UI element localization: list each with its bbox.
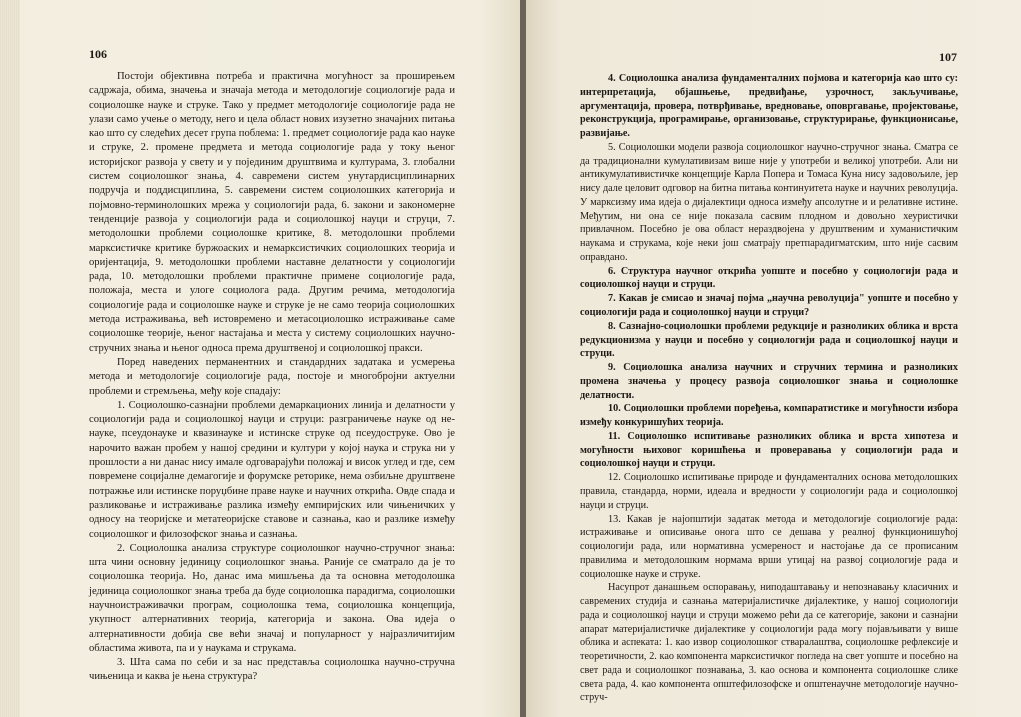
paragraph: 1. Социолошко-сазнајни проблеми демаркационих линија и делатности у социологији рада и социолошкој науци и струци: разграничење науке од не-науке, псеудонауке и квазинауке и истинске струке од псеудоструке. Ово је нарочито важан пробем у нашој средини и култури у којој наука и струка ни у прошлости а ни данас нису имале одговарајући положај и висок углед и где, сем повремене социјалне демагогије и форумске реторике, нема озбиљне друштвене потражње или истинске поруџбине праве науке и научних открића. Овде спада и разликовање и истраживање разлика између емпиријских или чињеничких у односу на теоријске и метатеоријске ставове и сазнања, као и разлике између социолошког и филозофског знања и сазнања. [89, 399, 455, 540]
paragraph: Насупрот данашњем оспоравању, ниподаштавању и непознавању класичних и савремених студија и сазнања материјалистичке дијалектике, у нашој социологији рада и социолошкој науци и струци можемо рећи да се категорије, закони и сазнајни апарат материјалистичке дијалектике у социологији рада могу појављивати у више облика и аспеката: 1. као извор социолошког стваралаштва, социолошке рефлексије и теоретичности, 2. као компонента марксистичког погледа на свет уопште и посебно на свет рада и социолошког познавања, 3. као основа и компонента социолошке слике света рада, 4. као компонента општефилозофске и општенаучне методологије научно-струч- [580, 582, 958, 704]
paragraph: 11. Социолошко испитивање разноликих облика и врста хипотеза и могућности њиховог коришћења и проверавања у социологији рада и социолошкој науци и струци. [580, 430, 958, 470]
left-page-text [89, 70, 455, 685]
paragraph: 13. Какав је најопштији задатак метода и методологије социологије рада: истраживање и описивање онога што се дешава у реалној функционишућој социологији рада, или нормативна усмереност и настојање да се прописаним правилима и методолошким нормама врши утицај на развој социологије рада и социолошке науке и струке. [580, 513, 958, 580]
page-edges [0, 0, 20, 717]
paragraph: Постоји објективна потреба и практична могућност за проширењем садржаја, обима, значења и значаја метода и методологије социологије рада и социолошке науке и струке. Тако у предмет методологије социологије рада не улази само учење о методу, него и цела област нових изузетно значајних питања као што су следећих десет група поблема: 1. предмет социологије рада као науке и струке, 2. промене предмета и метода социологије рада у току њеног историјског развоја у свету и у појединим друштвима и културама, 3. глобални систем социолошког знања, 4. савремени систем унутардисциплинарних подручја и поддисциплина, 5. савремени систем социолошких категорија и појмовно-терминолошких мрежа у социологији рада, 6. закони и закономерне тенденције развоја у социологији рада и социолошкој науци и струци, 7. методолошки проблеми социолошке критике, 8. методолошки проблеми марксистичке критике буржоаских и немарксистичких социолошких теорија и оријентација, 9. методолошки проблеми наставне делатности у социологији рада, 10. методолошки проблеми практичне примене социологије рада, положаја, места и улоге социолога рада. Другим речима, методологија социологије рада и социолошке науке и струке је не само теорија социолошких метода истраживања, већ истовремено и метасоциолошко истраживање саме социолошке теорије, њеног настајања и места у систему социолошких научно-стручних знања и њеног односа према друштвеној и социолошкој пракси. [89, 71, 455, 354]
paragraph: 3. Шта сама по себи и за нас представља социолошка научно-стручна чињеница и каква је њена структура? [89, 657, 455, 683]
page-number-right: 107 [939, 50, 957, 64]
paragraph: 5. Социолошки модели развоја социолошког научно-стручног знања. Сматра се да традиционални кумулативизам више није у употреби и великој употреби. Али ни антикумулативистичке концепције Карла Попера и Томаса Куна нису задовољиле, јер нису дале целовит одговор на битна питања континуитета науке и научних револуција. У марксизму има идеја о дијалектици односа између апсолутне и и релативне истине. Међутим, ни она се није показала сасвим плодном и довољно хеуристички привлачном. Посебно је ова област нераздвојена у друштвеним и хуманистичким наукама и струкама, које неки још сматрају претпарадигматским, што није сасвим оправдано. [580, 141, 958, 263]
paragraph: 10. Социолошки проблеми поређења, компаратистике и могућности избора између конкуришућих теорија. [580, 403, 958, 429]
paragraph: 6. Структура научног открића уопште и посебно у социологији рада и социолошкој науци и струци. [580, 265, 958, 291]
right-page-text [580, 72, 958, 705]
page-number-left: 106 [89, 47, 107, 61]
paragraph: Поред наведених перманентних и стандардних задатака и усмерења метода и методологије социологије рада, постоје и многобројни актуелни проблеми и стремљења, међу које спадају: [89, 356, 455, 397]
paragraph: 7. Какав је смисао и значај појма „научна револуција" уопште и посебно у социологији рада и социолошкој науци и струци? [580, 293, 958, 319]
paragraph: 2. Социолошка анализа структуре социолошког научно-стручног знања: шта чини основну јединицу социолошког знања. Раније се сматрало да је то социолошка теорија. Но, данас има мишљења да та основна методолошка јединица социолошког знања треба да буде социолошка парадигма, социолошки научноистраживачки програм, социолошка тема, социолошка концепција, укупност алтернативних теорија, категорија и закона. Ова идеја о алтернативности добија све већи значај и популарност у најразличитијим областима живота, па и у наукама и струкама. [89, 542, 455, 654]
paragraph: 8. Сазнајно-социолошки проблеми редукције и разноликих облика и врста редукционизма у науци и посебно у социологији рада и социолошкој науци и струци. [580, 320, 958, 360]
paragraph: 4. Социолошка анализа фундаменталних појмова и категорија као што су: интерпретација, објашњење, предвиђање, узрочност, закључивање, аргументација, провера, потврђивање, вредновање, оповргавање, пројектовање, реконструкција, програмирање, организовање, структурирање, функционисање, развијање. [580, 73, 958, 140]
paragraph: 12. Социолошко испитивање природе и фундаменталних основа методолошких правила, стандарда, норми, идеала и вредности у социологији рада и социолошкој науци и струци. [580, 472, 958, 511]
right-page [526, 0, 1021, 717]
paragraph: 9. Социолошка анализа научних и стручних термина и разноликих промена значења у процесу развоја социолошког знања и социолошке делатности. [580, 362, 958, 401]
